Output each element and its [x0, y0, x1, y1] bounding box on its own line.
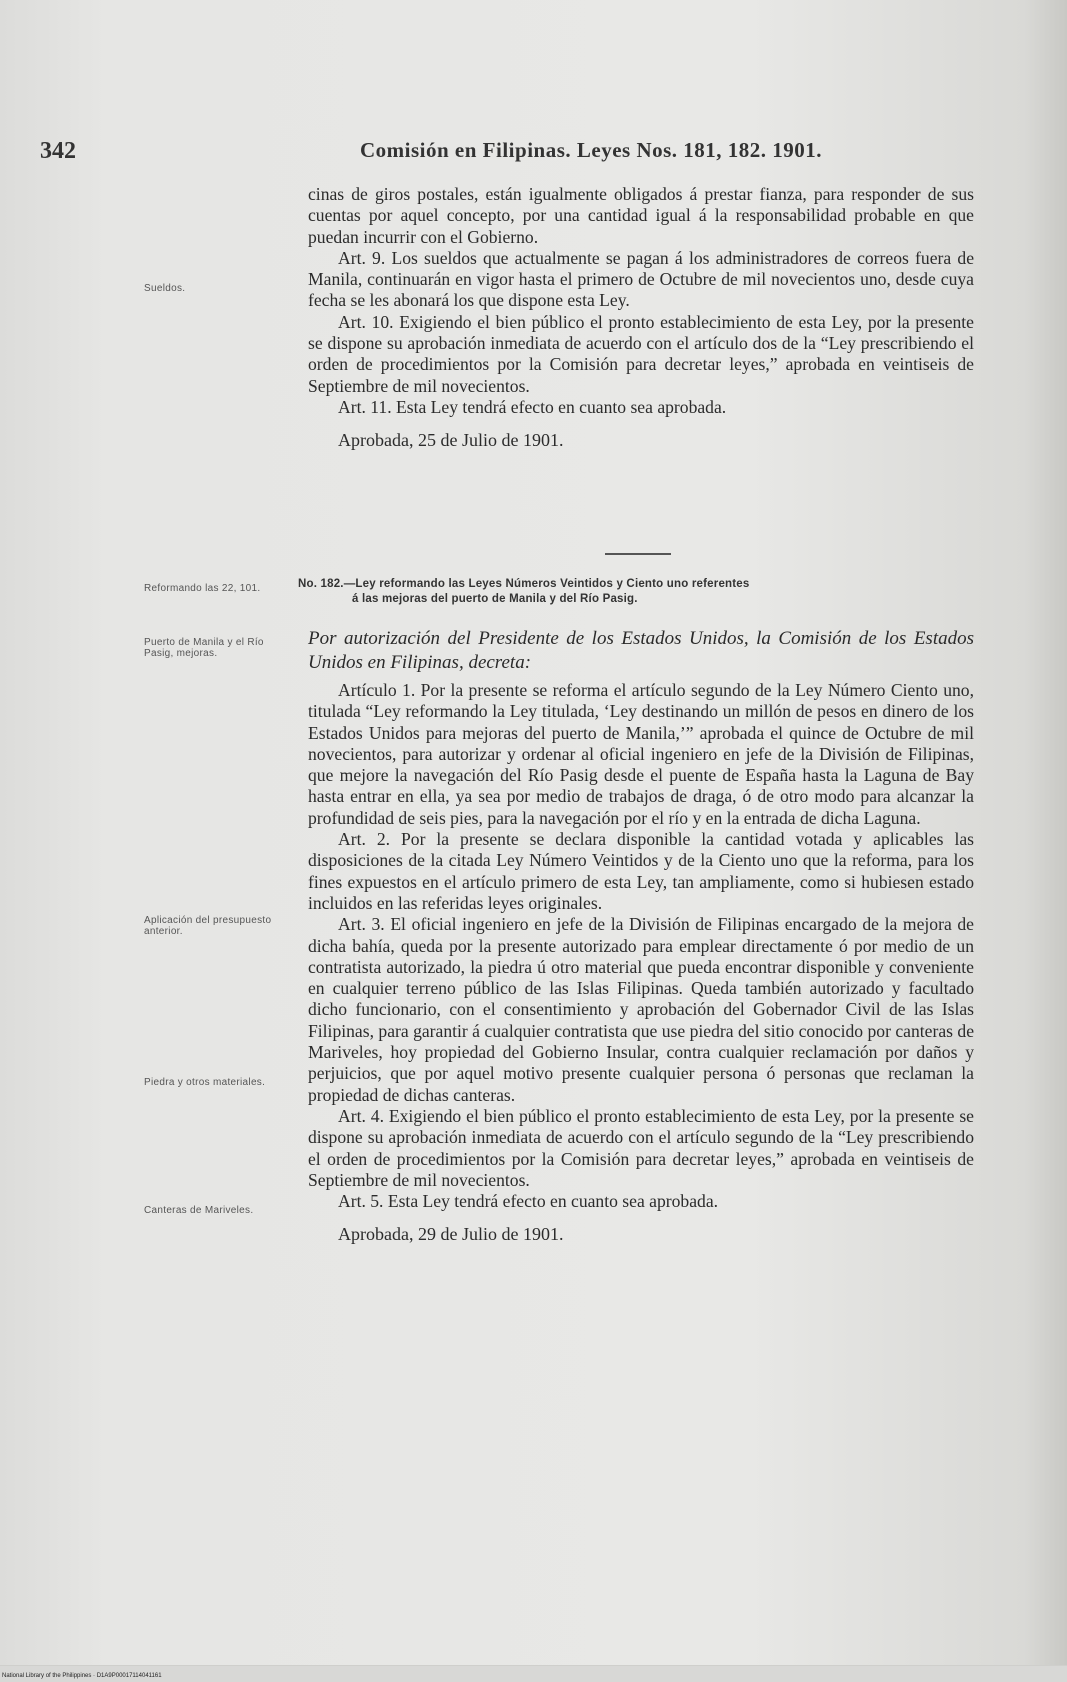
- margin-note-reformando: Reformando las 22, 101.: [144, 583, 261, 594]
- law-181-article-10: Art. 10. Exigiendo el bien público el pronto establecimiento de esta Ley, por la presente se dispone su aprobación inmediata de acuerdo con el artículo dos de la “Ley prescribiendo el orden de procedimientos por la Comisión para decretar leyes,” aprobada en veintiseis de Septiembre de mil novecientos.: [308, 311, 974, 396]
- law-181-approved-date: Aprobada, 25 de Julio de 1901.: [338, 430, 564, 451]
- page-number: 342: [40, 138, 76, 164]
- law-182-approved-date: Aprobada, 29 de Julio de 1901.: [338, 1224, 564, 1245]
- law-182-heading: [298, 577, 974, 607]
- law-182-section: [308, 680, 974, 1246]
- law-181-article-11: Art. 11. Esta Ley tendrá efecto en cuanto sea aprobada.: [338, 396, 727, 417]
- law-182-enacting-clause: Por autorización del Presidente de los Estados Unidos, la Comisión de los Estados Unidos en Filipinas, decreta:: [308, 628, 974, 673]
- margin-note-piedra: Piedra y otros materiales.: [144, 1077, 266, 1088]
- scan-credit: National Library of the Philippines · D1A9P00017114041161: [2, 1673, 162, 1679]
- scan-footer: [0, 1665, 1067, 1682]
- margin-note-sueldos: Sueldos.: [144, 283, 186, 294]
- law-182-heading-line-1: No. 182.—Ley reformando las Leyes Números Veintidos y Ciento uno referentes: [298, 578, 750, 590]
- law-182-article-4: Art. 4. Exigiendo el bien público el pronto establecimiento de esta Ley, por la presente se dispone su aprobación inmediata de acuerdo con el artículo segundo de la “Ley prescribiendo el orden de procedimientos por la Comisión para decretar leyes,” aprobada en veintiseis de Septiembre de mil novecientos.: [308, 1105, 974, 1190]
- law-182-article-1: Artículo 1. Por la presente se reforma el artículo segundo de la Ley Número Ciento uno, titulada “Ley reformando la Ley titulada, ‘Ley destinando un millón de pesos en dinero de los Estados Unidos para mejoras del puerto de Manila,’” aprobada el quince de Octubre de mil novecientos, para autorizar y ordenar al oficial ingeniero en jefe de la División de Filipinas, que mejore la navegación del Río Pasig desde el puente de España hasta la Laguna de Bay hasta entrar en ella, ya sea por medio de trabajos de draga, ó de otro modo para alcanzar la profundidad de seis pies, para la navegación por el río y en la entrada de dicha Laguna.: [308, 680, 974, 828]
- law-182-article-5: Art. 5. Esta Ley tendrá efecto en cuanto sea aprobada.: [338, 1191, 719, 1212]
- law-181-continuation: cinas de giros postales, están igualmente obligados á prestar fianza, para responder de sus cuentas por aquel concepto, por una cantidad igual á la responsabilidad probable en que puedan incurrir con el Gobierno.: [308, 184, 974, 247]
- running-head: Comisión en Filipinas. Leyes Nos. 181, 182. 1901.: [360, 138, 823, 162]
- margin-note-canteras: Canteras de Mariveles.: [144, 1205, 254, 1216]
- law-182-heading-line-2: á las mejoras del puerto de Manila y del Río Pasig.: [352, 593, 638, 605]
- law-182-article-2: Art. 2. Por la presente se declara disponible la cantidad votada y aplicables las disposiciones de la citada Ley Número Veintidos y de la Ciento uno que la reforma, para los fines expuestos en el artículo primero de esta Ley, tan ampliamente, como si hubiesen estado incluidos en las referidas leyes originales.: [308, 829, 974, 913]
- law-181-article-9: Art. 9. Los sueldos que actualmente se pagan á los administradores de correos fuera de Manila, continuarán en vigor hasta el primero de Octubre de mil novecientos uno, desde cuya fecha se les abonará los que dispone esta Ley.: [308, 247, 974, 311]
- section-divider: [605, 553, 671, 555]
- margin-note-puerto: Puerto de Manila y el Río Pasig, mejoras.: [144, 637, 264, 659]
- margin-note-aplicacion: Aplicación del presupuesto anterior.: [144, 915, 272, 937]
- law-181-section: [308, 184, 974, 452]
- law-182-article-3: Art. 3. El oficial ingeniero en jefe de la División de Filipinas encargado de la mejora de dicha bahía, queda por la presente autorizado para emplear directamente ó por medio de un contratista autorizado, la piedra ú otro material que pueda encontrar disponible y conveniente en cualquier terreno público de las Islas Filipinas. Queda también autorizado y facultado dicho funcionario, con el consentimiento y aprobación del Gobernador Civil de las Islas Filipinas, para garantir á cualquier contratista que use piedra del sitio conocido por canteras de Mariveles, hoy propiedad del Gobierno Insular, contra cualquier reclamación por daños y perjuicios, que por aquel motivo presente cualquier persona ó personas que reclaman la propiedad de dichas canteras.: [308, 914, 974, 1105]
